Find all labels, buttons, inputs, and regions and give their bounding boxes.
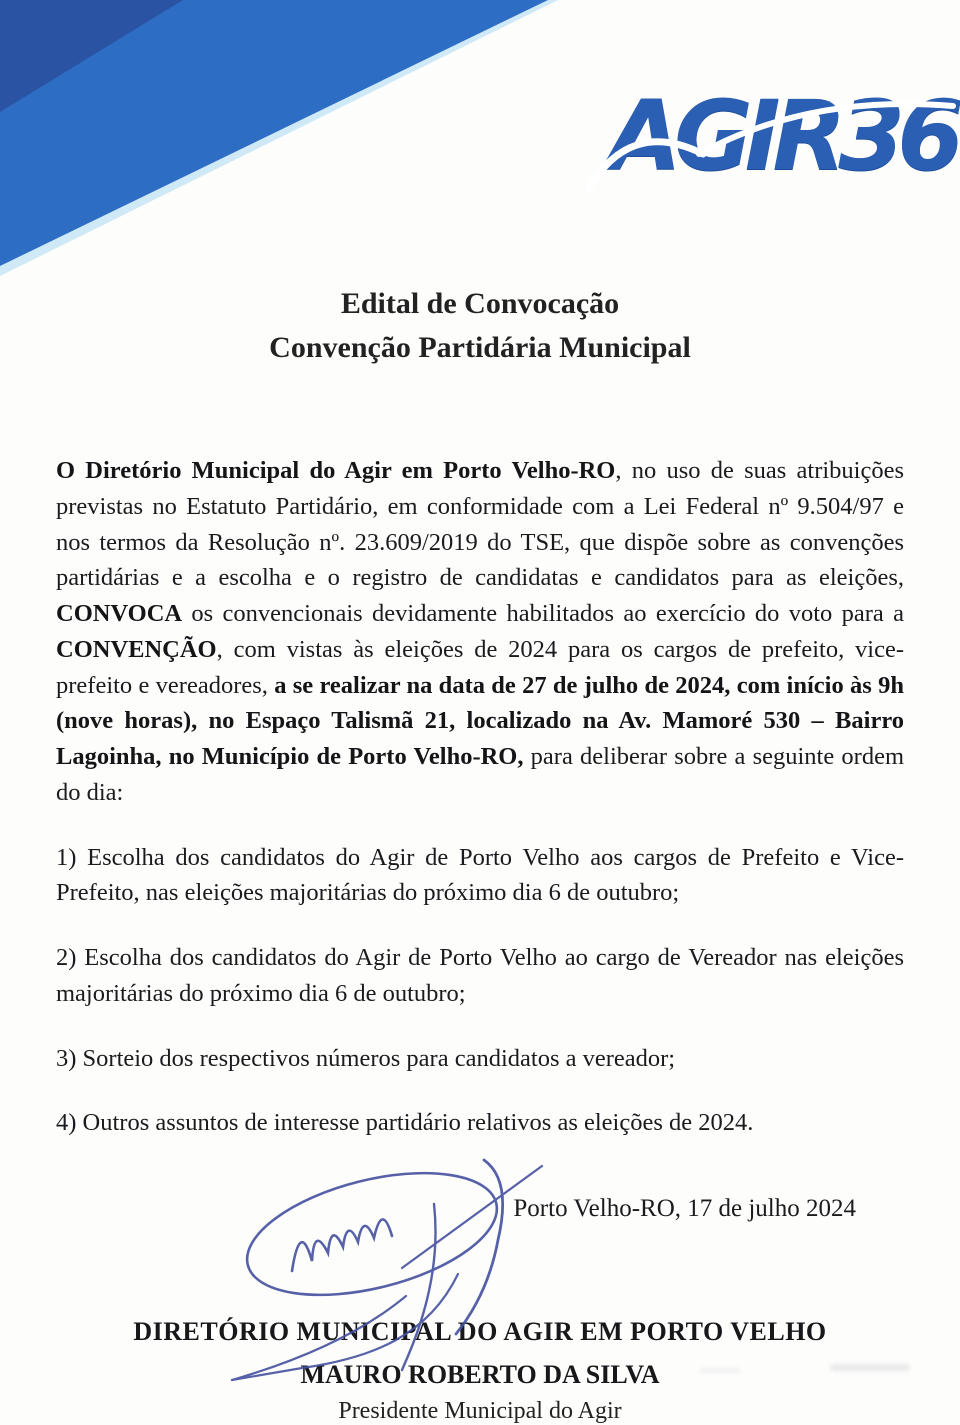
agir-logo-text: AGIR36 <box>607 80 956 192</box>
convocation-paragraph: O Diretório Municipal do Agir em Porto Velho-RO, no uso de suas atribuições previstas no Estatuto Partidário, em conformidade com a Lei Federal nº 9.504/97 e nos termos da Resolução nº. 23.609/2019 do TSE, que dispõe sobre as convenções partidárias e a escolha e o registro de candidatas e candidatos para as eleições, CONVOCA os convencionais devidamente habilitados ao exercício do voto para a CONVENÇÃO, com vistas às eleições de 2024 para os cargos de prefeito, vice-prefeito e vereadores, a se realizar na data de 27 de julho de 2024, com início às 9h (nove horas), no Espaço Talismã 21, localizado na Av. Mamoré 530 – Bairro Lagoinha, no Município de Porto Velho-RO, para deliberar sobre a seguinte ordem do dia: <box>56 457 905 806</box>
dateline: Porto Velho-RO, 17 de julho 2024 <box>513 1195 856 1223</box>
scan-smudge <box>830 1364 910 1371</box>
signer-role: Presidente Municipal do Agir <box>338 1398 622 1425</box>
document-title <box>56 282 904 369</box>
agenda-item-4: 4) Outros assuntos de interesse partidário relativos as eleições de 2024. <box>56 1109 754 1137</box>
agenda-item-1: 1) Escolha dos candidatos do Agir de Porto Velho aos cargos de Prefeito e Vice-Prefeito, nas eleições majoritárias do próximo dia 6 de outubro; <box>56 843 904 907</box>
agenda-item-2: 2) Escolha dos candidatos do Agir de Porto Velho ao cargo de Vereador nas eleições majoritárias do próximo dia 6 de outubro; <box>56 944 904 1007</box>
org-name: DIRETÓRIO MUNICIPAL DO AGIR EM PORTO VELHO <box>133 1317 827 1347</box>
signature-block <box>56 1317 904 1425</box>
signer-name: MAURO ROBERTO DA SILVA <box>300 1360 660 1390</box>
agenda-item-3: 3) Sorteio dos respectivos números para candidatos a vereador; <box>56 1044 676 1072</box>
title-line-2: Convenção Partidária Municipal <box>269 330 691 364</box>
scan-smudge <box>700 1368 740 1373</box>
title-line-1: Edital de Convocação <box>340 287 620 320</box>
